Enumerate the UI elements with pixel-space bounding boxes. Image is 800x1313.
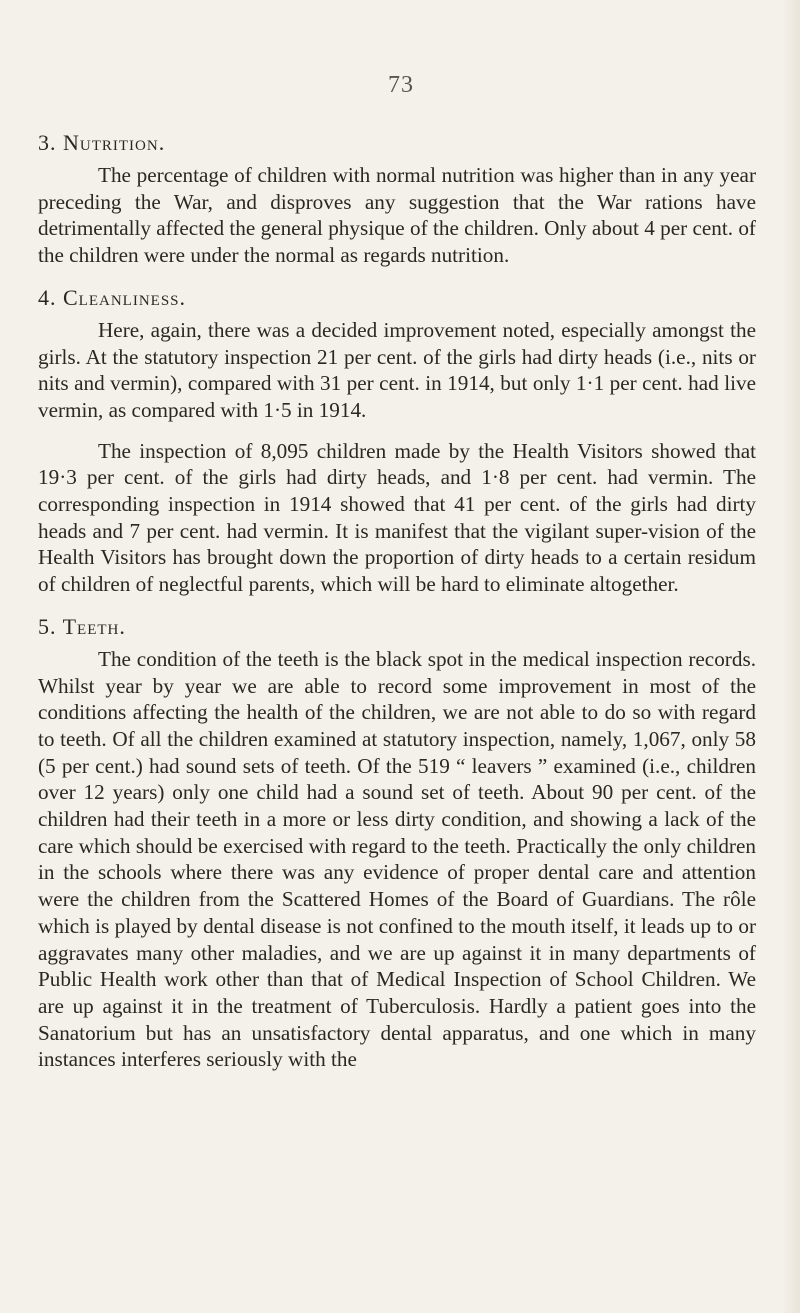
page-edge-shadow — [782, 0, 800, 1313]
section-teeth — [38, 612, 756, 1073]
paragraph: Here, again, there was a decided improvement noted, especially amongst the girls. At the statutory inspection 21 per cent. of the girls had dirty heads (i.e., nits or nits and vermin), compared with 31 per cent. in 1914, but only 1·1 per cent. had live vermin, as compared with 1·5 in 1914. — [38, 317, 756, 422]
section-nutrition — [38, 128, 756, 269]
section-heading: 3. Nutrition. — [38, 130, 166, 155]
paragraph: The percentage of children with normal nutrition was higher than in any year preceding the War, and disproves any suggestion that the War rations have detrimentally affected the general physique of the children. Only about 4 per cent. of the children were under the normal as regards nutrition. — [38, 163, 756, 268]
paragraph: The condition of the teeth is the black spot in the medical inspection records. Whilst year by year we are able to record some improvement in most of the conditions affecting the health of the children, we are not able to do so with regard to teeth. Of all the children examined at statutory inspection, namely, 1,067, only 58 (5 per cent.) had sound sets of teeth. Of the 519 “ leavers ” examined (i.e., children over 12 years) only one child had a sound set of teeth. About 90 per cent. of the children had their teeth in a more or less dirty condition, and showing a lack of the care which should be exercised with regard to the teeth. Practically the only children in the schools where there was any evidence of proper dental care and attention were the children from the Scattered Homes of the Board of Guardians. The rôle which is played by dental disease is not confined to the mouth itself, it leads up to or aggravates many other maladies, and we are up against it in many departments of Public Health work other than that of Medical Inspection of School Children. We are up against it in the treatment of Tuberculosis. Hardly a patient goes into the Sanatorium but has an unsatisfactory dental apparatus, and one which in many instances interferes seriously with the — [38, 646, 756, 1072]
section-cleanliness — [38, 283, 756, 598]
page-number: 73 — [388, 72, 414, 98]
paragraph: The inspection of 8,095 children made by the Health Visitors showed that 19·3 per cent. of the girls had dirty heads, and 1·8 per cent. had vermin. The corresponding inspection in 1914 showed that 41 per cent. of the girls had dirty heads and 7 per cent. had vermin. It is manifest that the vigilant super-vision of the Health Visitors has brought down the proportion of dirty heads to a certain residum of children of neglectful parents, which will be hard to eliminate altogether. — [38, 438, 756, 597]
section-heading: 5. Teeth. — [38, 613, 126, 639]
document-body — [38, 128, 756, 1087]
section-heading: 4. Cleanliness. — [38, 284, 187, 310]
